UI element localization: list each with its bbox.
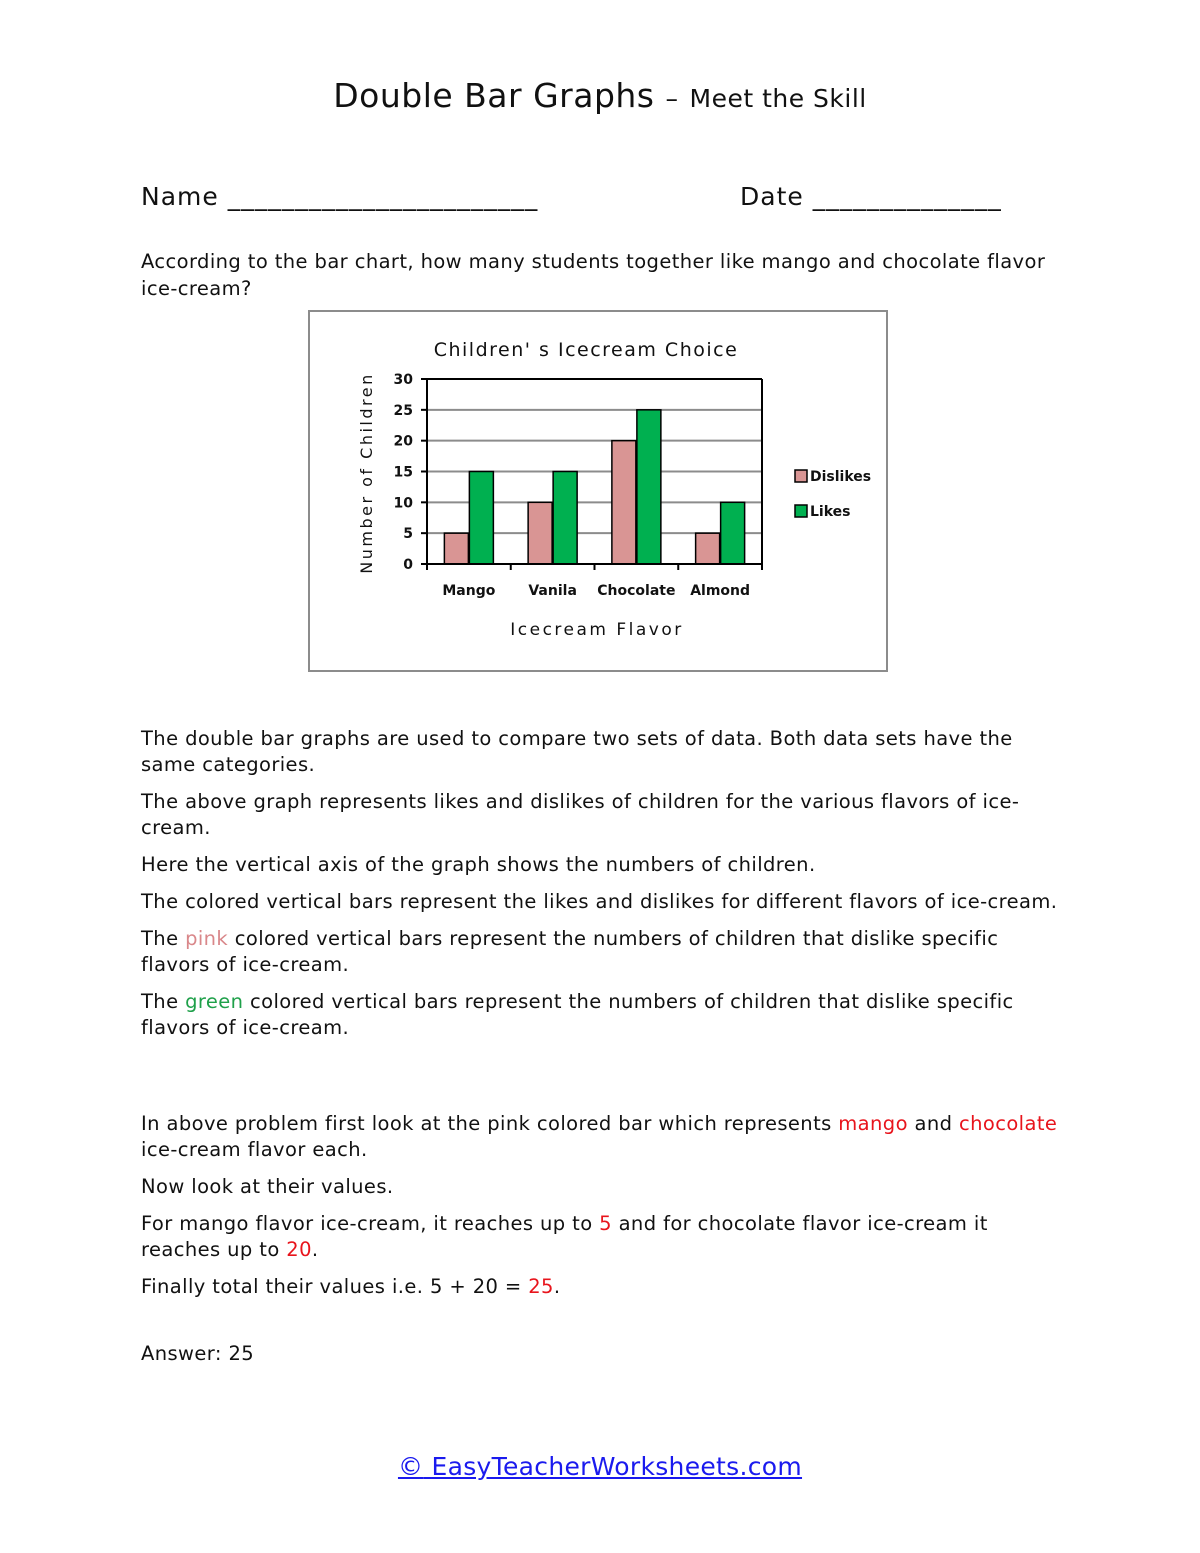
x-tick-label: Vanila bbox=[528, 583, 577, 599]
value-5-highlight: 5 bbox=[599, 1212, 612, 1235]
title-main: Double Bar Graphs bbox=[333, 76, 655, 115]
bar-likes-vanila bbox=[553, 472, 577, 565]
s1-text-c: ice-cream flavor each. bbox=[141, 1138, 368, 1161]
legend-swatch-dislikes bbox=[795, 470, 807, 482]
solution-s4 bbox=[141, 1274, 1071, 1300]
bar-dislikes-mango bbox=[444, 533, 468, 564]
y-tick-label: 25 bbox=[393, 402, 413, 419]
y-tick-label: 15 bbox=[393, 464, 413, 481]
s3-text-c: . bbox=[311, 1238, 319, 1261]
s1-text-b: and bbox=[907, 1112, 959, 1135]
footer bbox=[0, 1452, 1200, 1481]
solution-s1 bbox=[141, 1111, 1071, 1163]
bar-likes-almond bbox=[721, 502, 745, 564]
answer-line bbox=[141, 1341, 1071, 1367]
chart-legend bbox=[795, 469, 871, 520]
solution-block bbox=[141, 1111, 1071, 1300]
footer-site: EasyTeacherWorksheets.com bbox=[431, 1452, 803, 1481]
explanation-p1: The double bar graphs are used to compare two sets of data. Both data sets have the same categories. bbox=[141, 727, 1013, 776]
chart-ylabel: Number of Children bbox=[357, 372, 376, 574]
title-separator: – bbox=[665, 84, 679, 113]
y-tick-label: 20 bbox=[393, 433, 413, 450]
explanation-p5 bbox=[141, 926, 1071, 978]
y-tick-label: 30 bbox=[393, 372, 413, 388]
page-title bbox=[0, 76, 1200, 115]
p5-text-a: The bbox=[141, 927, 186, 950]
chart-svg bbox=[310, 312, 886, 670]
explanation-p6 bbox=[141, 989, 1071, 1041]
y-tick-label: 0 bbox=[403, 557, 413, 573]
explanation-p4: The colored vertical bars represent the likes and dislikes for different flavors of ice-cream. bbox=[141, 890, 1058, 913]
date-label: Date bbox=[740, 182, 804, 211]
name-field[interactable] bbox=[141, 182, 538, 211]
bar-likes-mango bbox=[469, 472, 493, 565]
explanation-p2: The above graph represents likes and dislikes of children for the various flavors of ice-cream. bbox=[141, 790, 1020, 839]
bar-dislikes-chocolate bbox=[612, 441, 636, 564]
bar-dislikes-almond bbox=[696, 533, 720, 564]
bar-dislikes-vanila bbox=[528, 502, 552, 564]
x-tick-label: Mango bbox=[442, 583, 496, 599]
solution-s3 bbox=[141, 1211, 1071, 1263]
p5-text-b: colored vertical bars represent the numbers of children that dislike specific flavors of ice-cream. bbox=[141, 927, 999, 976]
bar-likes-chocolate bbox=[637, 410, 661, 564]
chart-title: Children' s Icecream Choice bbox=[433, 339, 739, 361]
legend-label-likes: Likes bbox=[810, 504, 851, 520]
answer-value: 25 bbox=[228, 1342, 255, 1365]
p6-text-b: colored vertical bars represent the numbers of children that dislike specific flavors of ice-cream. bbox=[141, 990, 1014, 1039]
answer-label: Answer: bbox=[141, 1342, 222, 1365]
name-blank[interactable]: _______________________ bbox=[227, 182, 539, 211]
title-subtitle: Meet the Skill bbox=[689, 84, 867, 113]
copyright-icon: © bbox=[397, 1452, 424, 1481]
bar-chart bbox=[308, 310, 888, 672]
date-blank[interactable]: ______________ bbox=[812, 182, 1002, 211]
y-tick-label: 5 bbox=[403, 526, 413, 543]
chocolate-highlight: chocolate bbox=[959, 1112, 1058, 1135]
chart-bars bbox=[444, 410, 744, 564]
name-label: Name bbox=[141, 182, 219, 211]
y-tick-label: 10 bbox=[393, 495, 413, 512]
x-tick-label: Chocolate bbox=[597, 583, 676, 599]
s4-text-b: . bbox=[553, 1275, 561, 1298]
mango-highlight: mango bbox=[838, 1112, 908, 1135]
question-text: According to the bar chart, how many students together like mango and chocolate flavor ice-cream? bbox=[141, 250, 1046, 300]
p6-text-a: The bbox=[141, 990, 186, 1013]
green-highlight: green bbox=[185, 990, 244, 1013]
explanation-block bbox=[141, 726, 1071, 1041]
chart-xlabel: Icecream Flavor bbox=[510, 620, 684, 640]
pink-highlight: pink bbox=[185, 927, 229, 950]
s4-text-a: Finally total their values i.e. 5 + 20 = bbox=[141, 1275, 529, 1298]
solution-s2: Now look at their values. bbox=[141, 1175, 394, 1198]
s3-text-a: For mango flavor ice-cream, it reaches up to bbox=[141, 1212, 600, 1235]
value-20-highlight: 20 bbox=[286, 1238, 312, 1261]
legend-label-dislikes: Dislikes bbox=[810, 469, 872, 485]
footer-link[interactable] bbox=[398, 1452, 802, 1481]
date-field[interactable] bbox=[740, 182, 1002, 211]
explanation-p3: Here the vertical axis of the graph shows the numbers of children. bbox=[141, 853, 816, 876]
x-tick-label: Almond bbox=[690, 583, 751, 599]
total-highlight: 25 bbox=[528, 1275, 554, 1298]
legend-swatch-likes bbox=[795, 505, 807, 517]
s1-text-a: In above problem first look at the pink colored bar which represents bbox=[141, 1112, 839, 1135]
s3-text-b: and for chocolate flavor ice-cream it reaches up to bbox=[141, 1212, 988, 1261]
